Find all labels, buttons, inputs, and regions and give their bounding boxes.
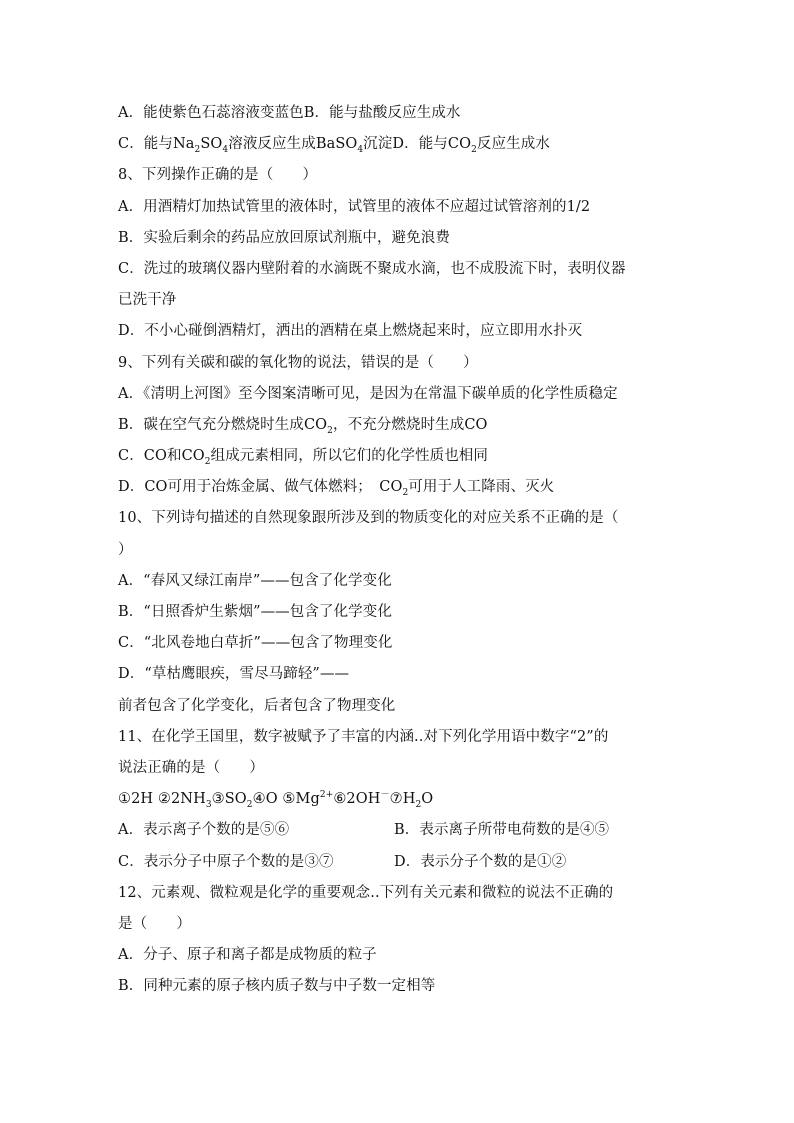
q10-option-b: B．“日照香炉生紫烟”——包含了化学变化	[118, 604, 392, 620]
q9-option-c: C．CO和$CO_2$组成元素相同，所以它们的化学性质也相同	[118, 448, 488, 467]
q8-option-c-continued: 已洗干净	[118, 292, 177, 309]
q10-option-d: D．“草枯鹰眼疾，雪尽马蹄轻”——	[118, 666, 350, 683]
q12-stem: 12、元素观、微粒观是化学的重要观念..下列有关元素和微粒的说法不正确的	[118, 884, 614, 901]
q7-option-d: D．能与$CO_2$反应生成水	[392, 136, 550, 156]
q7-options-cd	[118, 129, 678, 160]
q7-options-ab	[118, 98, 678, 129]
q12-option-b: B．同种元素的原子核内质子数与中子数一定相等	[118, 978, 436, 995]
q11-formula-list: ①2H $②2NH_3③SO_2④O$ $⑤Mg^{2+}⑥2OH^-⑦H_2O$	[118, 790, 434, 811]
q10-stem: 10、下列诗句描述的自然现象跟所涉及到的物质变化的对应关系不正确的是（	[118, 510, 619, 527]
q10-option-d-continued: 前者包含了化学变化，后者包含了物理变化	[118, 697, 396, 714]
q11-option-d: D．表示分子个数的是①②	[394, 853, 567, 870]
q10-option-c: C．“北风卷地白草折”——包含了物理变化	[118, 635, 393, 652]
q8-stem: 8、下列操作正确的是（ ）	[118, 167, 318, 184]
q9-option-b: B．碳在空气充分燃烧时生成$CO_2$，不充分燃烧时生成CO	[118, 416, 488, 436]
q7-option-c: C．能与$Na_2SO_4$溶液反应生成BaSO$_4$沉淀	[118, 136, 393, 156]
q10-option-a: A．“春风又绿江南岸”——包含了化学变化	[118, 572, 392, 589]
q11-option-a: A．表示离子个数的是⑤⑥	[118, 822, 290, 839]
q12-option-a: A．分子、原子和离子都是成物质的粒子	[118, 947, 377, 964]
q8-option-d: D．不小心碰倒酒精灯，洒出的酒精在桌上燃烧起来时，应立即用水扑灭	[118, 323, 583, 340]
q10-stem-continued: ）	[118, 541, 133, 558]
q11-stem: 11、在化学王国里，数字被赋予了丰富的内涵..对下列化学用语中数字“2”的	[118, 728, 609, 745]
q8-option-a: A．用酒精灯加热试管里的液体时，试管里的液体不应超过试管溶剂的1/2	[118, 198, 591, 215]
q9-option-d: D．CO可用于冶炼金属、做气体燃料； $CO_2$可用于人工降雨、灭火	[118, 479, 555, 499]
q8-option-b: B．实验后剩余的药品应放回原试剂瓶中，避免浪费	[118, 229, 450, 246]
q7-option-a: A．能使紫色石蕊溶液变蓝色	[118, 105, 304, 121]
q11-option-c: C．表示分子中原子个数的是③⑦	[118, 853, 334, 870]
q12-stem-continued: 是（ ）	[118, 915, 191, 932]
q11-options-ab	[118, 815, 678, 846]
q11-option-b: B．表示离子所带电荷数的是④⑤	[394, 822, 610, 839]
q9-stem: 9、下列有关碳和碳的氧化物的说法，错误的是（ ）	[118, 354, 478, 371]
q11-options-cd	[118, 847, 678, 878]
exam-page	[118, 98, 678, 1002]
q7-option-b: B．能与盐酸反应生成水	[303, 105, 461, 121]
q11-stem-continued: 说法正确的是（ ）	[118, 759, 264, 776]
q8-option-c: C．洗过的玻璃仪器内壁附着的水滴既不聚成水滴，也不成股流下时，表明仪器	[118, 260, 626, 277]
q9-option-a: A．《清明上河图》至今图案清晰可见，是因为在常温下碳单质的化学性质稳定	[118, 385, 618, 402]
